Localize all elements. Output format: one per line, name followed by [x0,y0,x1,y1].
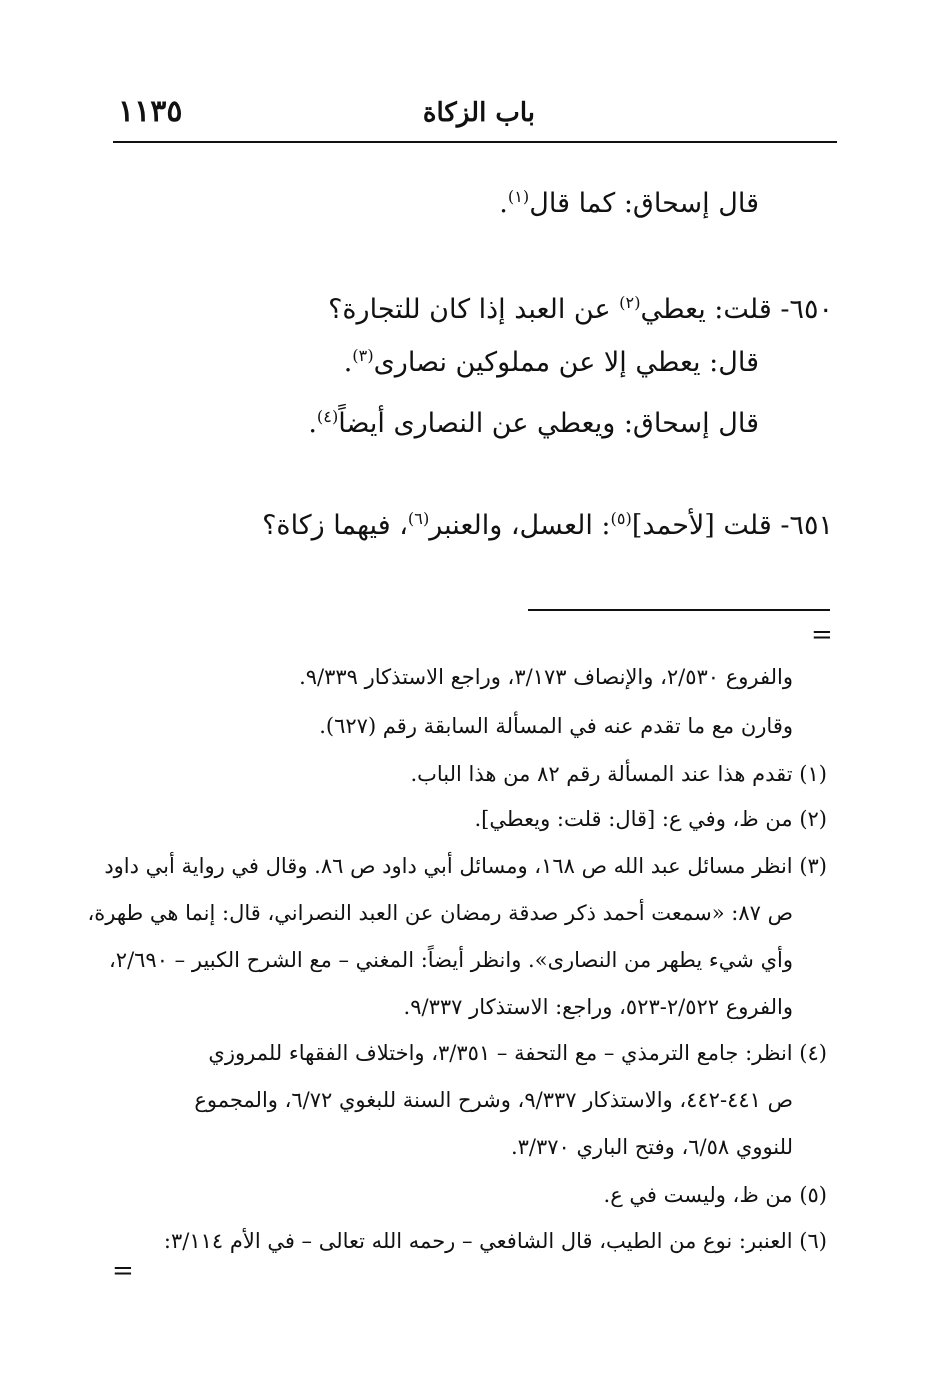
footnote-3-line-3: وأي شيء يطهر من النصارى». وانظر أيضاً: المغني – مع الشرح الكبير – ٢/٦٩٠، [109,948,793,972]
footnote-3-line-1: (٣) انظر مسائل عبد الله ص ١٦٨، ومسائل أبي داود ص ٨٦. وقال في رواية أبي داود [104,854,827,878]
footnote-2: (٢) من ظ، وفي ع: [قال: قلت: ويعطي]. [474,807,827,831]
footnote-4-line-1: (٤) انظر: جامع الترمذي – مع التحفة – ٣/٣٥١، واختلاف الفقهاء للمروزي [208,1041,827,1065]
ishaq-line-1-text: قال إسحاق: كما قال [529,188,759,219]
footnote-6: (٦) العنبر: نوع من الطيب، قال الشافعي – رحمه الله تعالى – في الأم ٣/١١٤: [163,1229,827,1253]
question-651 [262,508,833,544]
answer-650-end: . [343,347,353,378]
footnote-ref-6[interactable]: (٦) [407,509,430,528]
footnote-ref-1[interactable]: (١) [507,187,530,206]
footnote-3-line-2: ص ٨٧: «سمعت أحمد ذكر صدقة رمضان عن العبد النصراني، قال: إنما هي طهرة، [87,901,793,925]
question-651-number: ٦٥١- [780,510,833,541]
ishaq-650-end: . [308,408,317,439]
header-divider [113,141,837,143]
page-number: ١١٣٥ [118,94,183,129]
footnote-ref-2[interactable]: (٢) [619,293,641,312]
question-651-text-c: ، فيهما زكاة؟ [262,510,408,541]
continuation-mark-bottom: = [112,1256,134,1286]
ishaq-650 [308,406,759,442]
question-650-number: ٦٥٠- [780,294,833,325]
footnote-ref-4[interactable]: (٤) [316,407,339,426]
answer-650-text: قال: يعطي إلا عن مملوكين نصارى [373,347,759,378]
footnote-continuation-1: والفروع ٢/٥٣٠، والإنصاف ٣/١٧٣، وراجع الاستذكار ٩/٣٣٩. [299,665,793,689]
running-header-title: باب الزكاة [422,98,535,128]
question-650-text-a: قلت: يعطي [640,294,772,325]
footnote-divider [528,609,830,611]
footnote-continuation-2: وقارن مع ما تقدم عنه في المسألة السابقة رقم (٦٢٧). [319,714,793,738]
ishaq-650-text: قال إسحاق: ويعطي عن النصارى أيضاً [338,408,759,439]
continuation-mark-top: = [811,620,833,650]
footnote-ref-5[interactable]: (٥) [610,509,632,528]
ishaq-line-1-end: . [499,188,508,219]
footnote-4-line-3: للنووي ٦/٥٨، وفتح الباري ٣/٣٧٠. [510,1135,793,1159]
ishaq-line-1 [499,186,759,222]
question-650 [328,292,833,328]
answer-650 [344,345,759,381]
footnote-5: (٥) من ظ، وليست في ع. [603,1183,827,1207]
footnote-1: (١) تقدم هذا عند المسألة رقم ٨٢ من هذا الباب. [410,762,827,786]
footnote-3-line-4: والفروع ٢/٥٢٢-٥٢٣، وراجع: الاستذكار ٩/٣٣٧. [403,995,793,1019]
question-650-text-b: عن العبد إذا كان للتجارة؟ [328,294,611,325]
footnote-ref-3[interactable]: (٣) [352,346,374,365]
question-651-text-b: : العسل، والعنبر [429,510,611,541]
footnote-4-line-2: ص ٤٤١-٤٤٢، والاستذكار ٩/٣٣٧، وشرح السنة للبغوي ٦/٧٢، والمجموع [194,1088,793,1112]
question-651-text-a: قلت [لأحمد] [631,510,772,541]
